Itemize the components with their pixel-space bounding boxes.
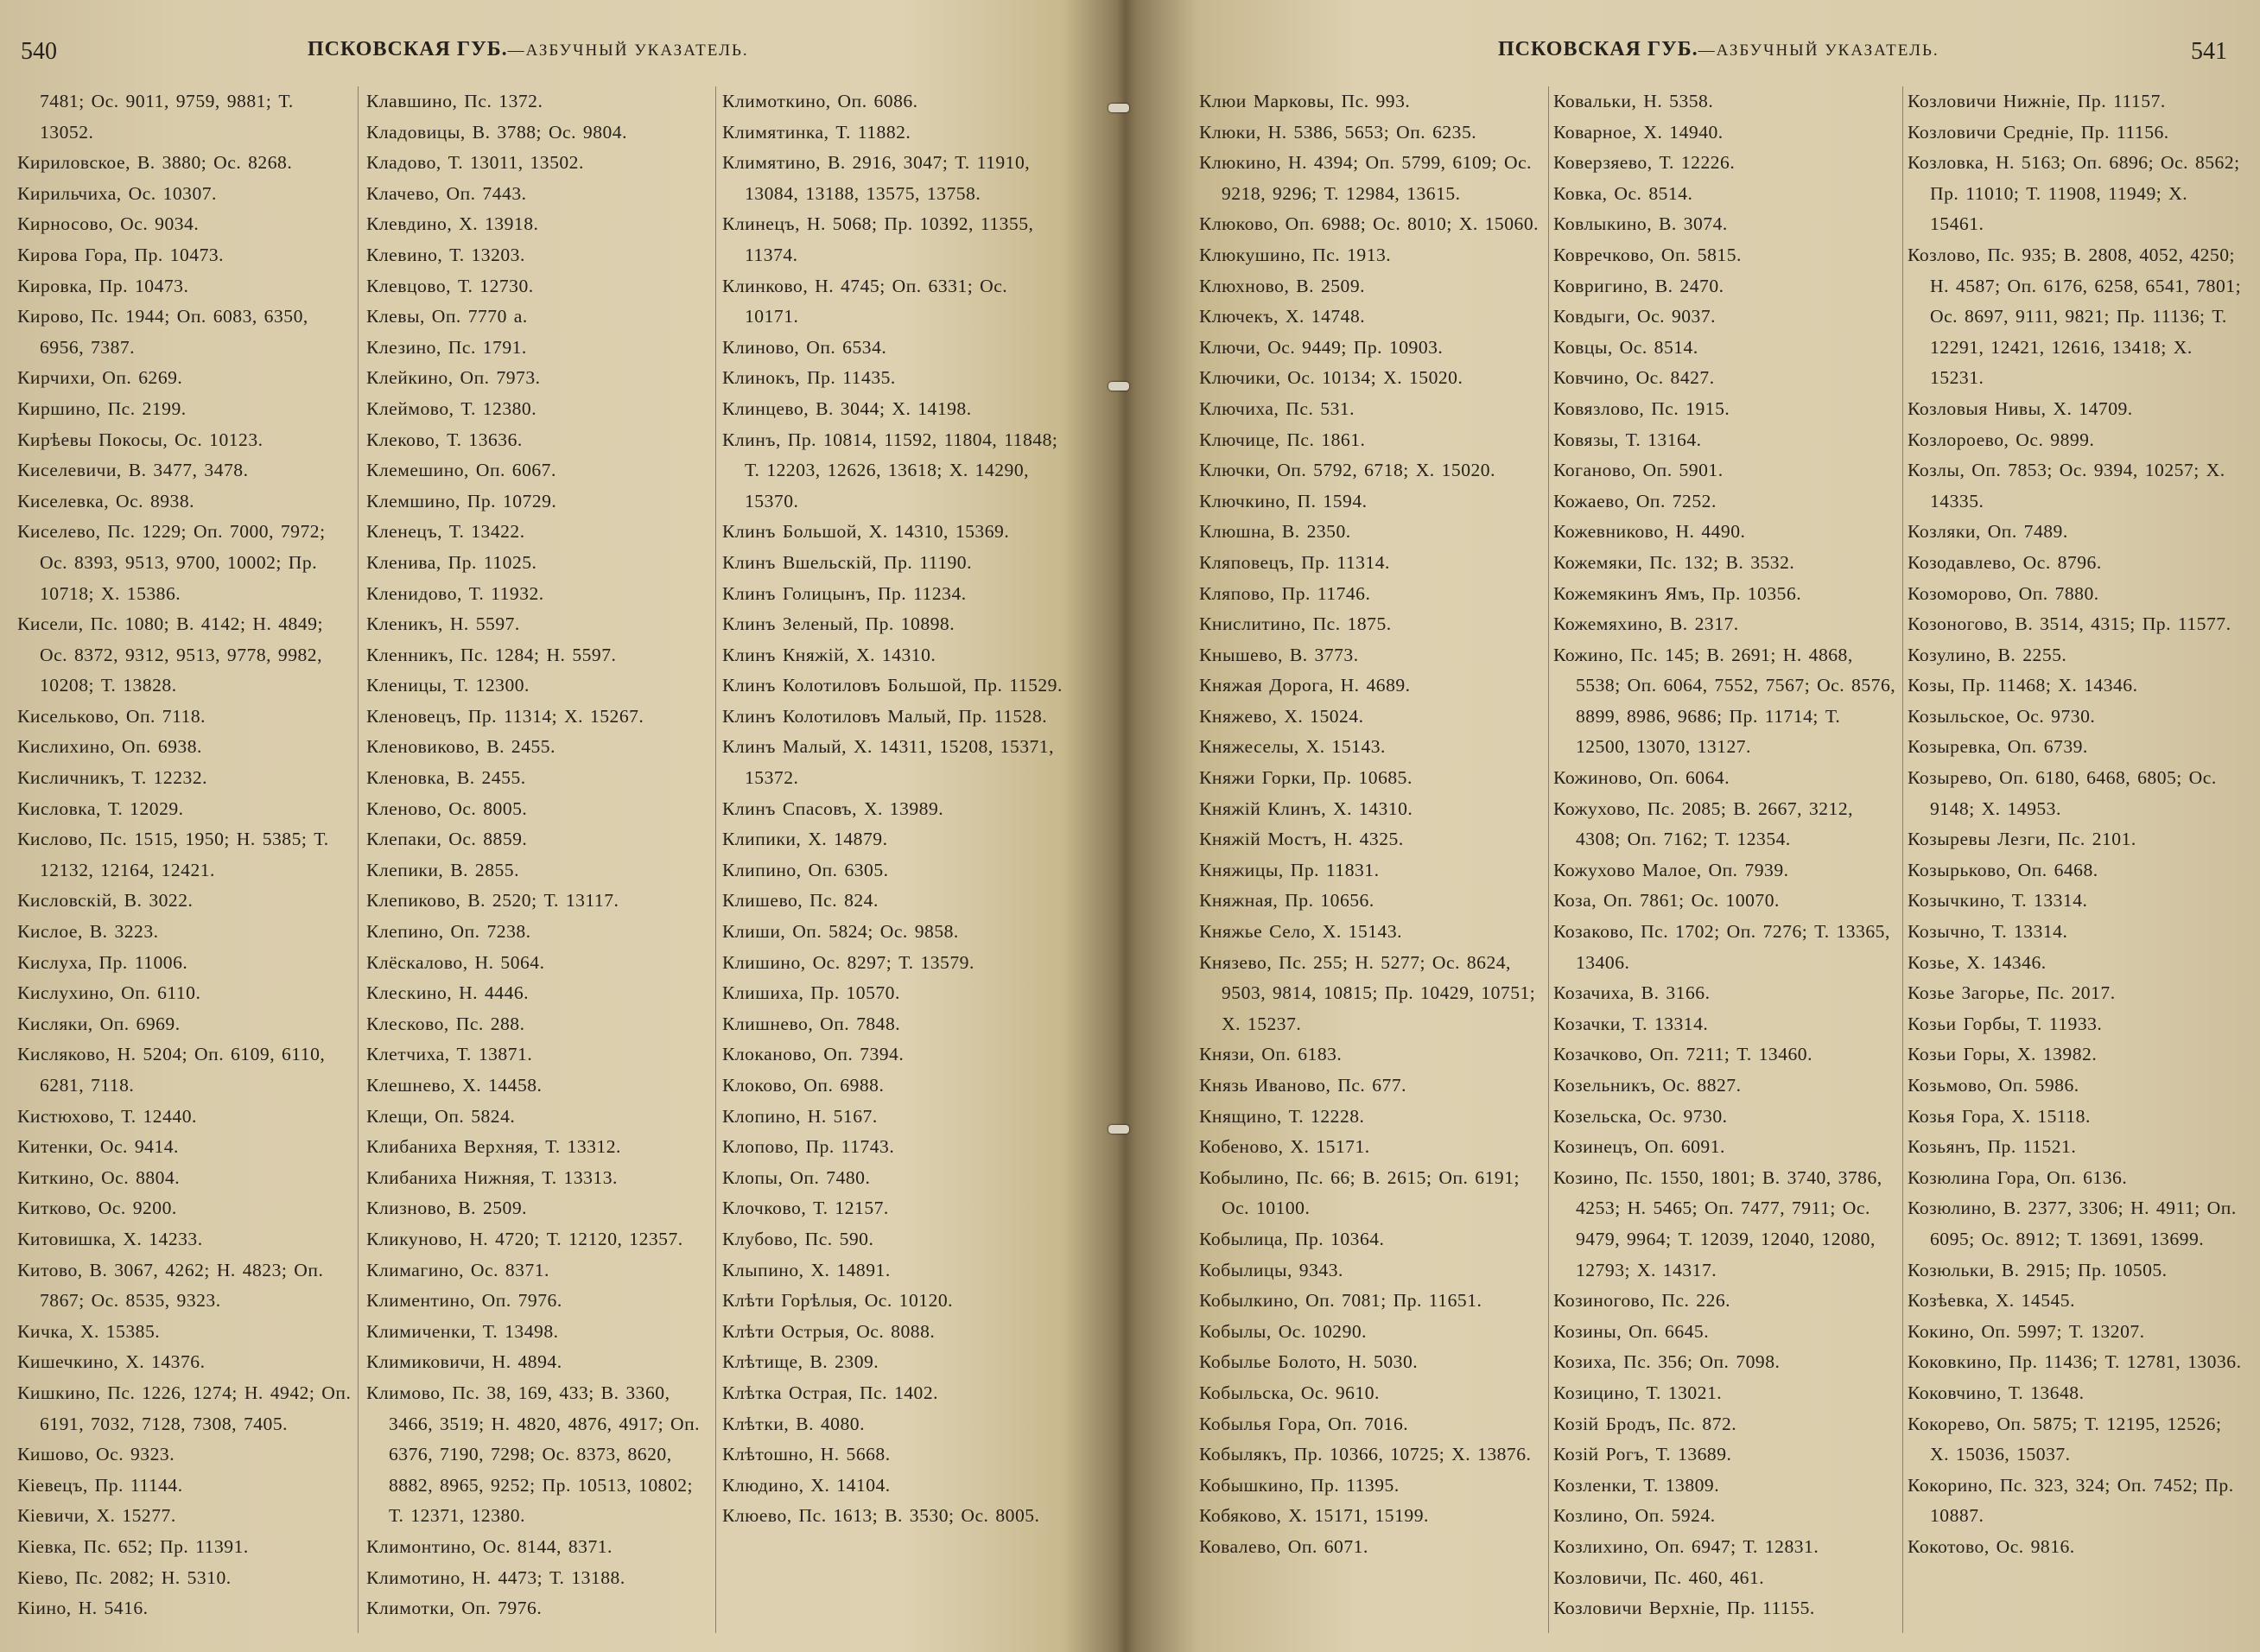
index-entry: Кіевка, Пс. 652; Пр. 11391. xyxy=(17,1535,249,1557)
index-entry: Кобылье Болото, Н. 5030. xyxy=(1199,1351,1419,1373)
index-entry: Княжи Горки, Пр. 10685. xyxy=(1199,767,1412,789)
index-entry: Кленецъ, Т. 13422. xyxy=(366,521,525,543)
index-entry: Козыльское, Ос. 9730. xyxy=(1908,705,2096,727)
index-entry: Козюльки, В. 2915; Пр. 10505. xyxy=(1908,1259,2168,1280)
index-entry: Книслитино, Пс. 1875. xyxy=(1199,613,1392,635)
index-entry: Козловка, Н. 5163; Оп. 6896; Ос. 8562; Пр. 11010; Т. 11908, 11949; Х. 15461. xyxy=(1908,152,2240,235)
index-entry: Климиковичи, Н. 4894. xyxy=(366,1351,562,1373)
index-entry: Козьи Горбы, Т. 11933. xyxy=(1908,1013,2103,1034)
index-entry: Козленки, Т. 13809. xyxy=(1553,1474,1720,1496)
index-entry: Киткино, Ос. 8804. xyxy=(17,1166,181,1188)
index-entry: Кокорево, Оп. 5875; Т. 12195, 12526; Х. 15036, 15037. xyxy=(1908,1413,2222,1465)
index-entry: Клѣтка Острая, Пс. 1402. xyxy=(722,1382,939,1403)
index-entry: Кировка, Пр. 10473. xyxy=(17,275,189,296)
index-entry: Клюкино, Н. 4394; Оп. 5799, 6109; Ос. 9218, 9296; Т. 12984, 13615. xyxy=(1199,152,1533,204)
index-entry: Княжій Клинъ, Х. 14310. xyxy=(1199,797,1413,819)
index-entry: Козьи Горы, Х. 13982. xyxy=(1908,1044,2098,1065)
index-entry: Клескино, Н. 4446. xyxy=(366,982,530,1004)
index-entry: Клеймово, Т. 12380. xyxy=(366,397,537,419)
index-entry: Кирносово, Ос. 9034. xyxy=(17,213,200,235)
index-entry: Козлы, Оп. 7853; Ос. 9394, 10257; Х. 14335. xyxy=(1908,460,2225,511)
index-entry: Клопино, Н. 5167. xyxy=(722,1105,878,1127)
header-subtitle: —АЗБУЧНЫЙ УКАЗАТЕЛЬ. xyxy=(507,41,749,60)
index-entry: Кожевниково, Н. 4490. xyxy=(1553,521,1746,543)
index-entry: Козій Бродъ, Пс. 872. xyxy=(1553,1413,1737,1434)
index-entry: Клинцево, В. 3044; Х. 14198. xyxy=(722,397,972,419)
index-entry: Козыревы Лезги, Пс. 2101. xyxy=(1908,829,2136,850)
index-entry: Кожемякинъ Ямъ, Пр. 10356. xyxy=(1553,582,1802,604)
index-entry: Климотки, Оп. 7976. xyxy=(366,1598,543,1619)
index-entry: Коверзяево, Т. 12226. xyxy=(1553,152,1736,174)
page-number: 540 xyxy=(21,38,57,65)
index-entry: Клѣтки, В. 4080. xyxy=(722,1413,865,1434)
index-entry: Коганово, Оп. 5901. xyxy=(1553,460,1724,481)
index-entry: Ковязы, Т. 13164. xyxy=(1553,429,1702,450)
index-entry: Козловыя Нивы, Х. 14709. xyxy=(1908,397,2133,419)
index-entry: Кисловка, Т. 12029. xyxy=(17,797,184,819)
index-entry: Клишино, Ос. 8297; Т. 13579. xyxy=(722,951,974,973)
index-entry: Кирово, Пс. 1944; Оп. 6083, 6350, 6956, 7387. xyxy=(17,306,308,358)
index-entry: Клинъ, Пр. 10814, 11592, 11804, 11848; Т. 12203, 12626, 13618; Х. 14290, 15370. xyxy=(722,429,1058,511)
index-entry: Китовишка, Х. 14233. xyxy=(17,1228,203,1249)
index-entry: Кистюхово, Т. 12440. xyxy=(17,1105,197,1127)
index-entry: Клепино, Оп. 7238. xyxy=(366,921,531,943)
index-entry: Ключи, Ос. 9449; Пр. 10903. xyxy=(1199,336,1444,358)
index-entry: Кленикъ, Н. 5597. xyxy=(366,613,520,635)
index-entry: Кленива, Пр. 11025. xyxy=(366,551,537,573)
index-entry: 7481; Ос. 9011, 9759, 9881; Т. 13052. xyxy=(40,91,294,143)
index-entry: Клевдино, Х. 13918. xyxy=(366,213,539,235)
index-entry: Козоногово, В. 3514, 4315; Пр. 11577. xyxy=(1908,613,2231,635)
index-entry: Кобыльска, Ос. 9610. xyxy=(1199,1382,1380,1403)
index-entry: Клемшино, Пр. 10729. xyxy=(366,490,557,511)
index-entry: Кожухово, Пс. 2085; В. 2667, 3212, 4308; Оп. 7162; Т. 12354. xyxy=(1553,797,1854,850)
index-entry: Ковригино, В. 2470. xyxy=(1553,275,1724,296)
index-entry: Климонтино, Ос. 8144, 8371. xyxy=(366,1535,613,1557)
index-entry: Князево, Пс. 255; Н. 5277; Ос. 8624, 9503, 9814, 10815; Пр. 10429, 10751; Х. 15237. xyxy=(1199,951,1536,1034)
index-entry: Козы, Пр. 11468; Х. 14346. xyxy=(1908,675,2138,696)
index-entry: Клиши, Оп. 5824; Ос. 9858. xyxy=(722,921,959,943)
index-entry: Козловичи, Пс. 460, 461. xyxy=(1553,1566,1765,1588)
running-header xyxy=(1498,38,1939,73)
index-entry: Кіино, Н. 5416. xyxy=(17,1598,149,1619)
index-entry: Клешнево, Х. 14458. xyxy=(366,1075,543,1096)
index-entry: Кленовецъ, Пр. 11314; Х. 15267. xyxy=(366,705,644,727)
index-entry: Княжево, Х. 15024. xyxy=(1199,705,1364,727)
column-rule xyxy=(1902,86,1903,1633)
index-entry: Клезино, Пс. 1791. xyxy=(366,336,527,358)
index-entry: Клевино, Т. 13203. xyxy=(366,244,525,265)
header-title: ПСКОВСКАЯ ГУБ. xyxy=(1498,38,1698,60)
index-entry: Клибаниха Нижняя, Т. 13313. xyxy=(366,1166,618,1188)
index-entry: Кожухово Малое, Оп. 7939. xyxy=(1553,859,1789,880)
running-header xyxy=(308,38,749,73)
index-entry: Китково, Ос. 9200. xyxy=(17,1198,177,1219)
index-entry: Козиногово, Пс. 226. xyxy=(1553,1290,1731,1312)
index-entry: Кобылякъ, Пр. 10366, 10725; Х. 13876. xyxy=(1199,1444,1532,1465)
index-entry: Кишечкино, Х. 14376. xyxy=(17,1351,206,1373)
index-entry: Климоткино, Оп. 6086. xyxy=(722,91,918,111)
index-entry: Кишово, Ос. 9323. xyxy=(17,1444,175,1465)
index-entry: Ключики, Ос. 10134; Х. 15020. xyxy=(1199,367,1463,389)
index-entry: Кобылица, Пр. 10364. xyxy=(1199,1228,1385,1249)
index-entry: Кисличникъ, Т. 12232. xyxy=(17,767,208,789)
index-entry: Климиченки, Т. 13498. xyxy=(366,1320,559,1342)
index-entry: Кислуха, Пр. 11006. xyxy=(17,951,188,973)
index-entry: Козычкино, Т. 13314. xyxy=(1908,890,2088,912)
index-entry: Клёскалово, Н. 5064. xyxy=(366,951,545,973)
index-entry: Кіевецъ, Пр. 11144. xyxy=(17,1474,183,1496)
index-entry: Ковчино, Ос. 8427. xyxy=(1553,367,1715,389)
index-entry: Клюи Марковы, Пс. 993. xyxy=(1199,91,1411,111)
index-entry: Клоково, Оп. 6988. xyxy=(722,1075,885,1096)
index-entry: Козье Загорье, Пс. 2017. xyxy=(1908,982,2116,1004)
index-entry: Кленовка, В. 2455. xyxy=(366,767,526,789)
index-entry: Кожиново, Оп. 6064. xyxy=(1553,767,1730,789)
index-entry: Коварное, Х. 14940. xyxy=(1553,121,1724,143)
index-entry: Клачево, Оп. 7443. xyxy=(366,182,527,204)
index-entry: Ковалево, Оп. 6071. xyxy=(1199,1535,1368,1557)
index-entry: Ключкино, П. 1594. xyxy=(1199,490,1368,511)
index-entry: Клейкино, Оп. 7973. xyxy=(366,367,541,389)
index-entry: Клинъ Малый, Х. 14311, 15208, 15371, 15372. xyxy=(722,736,1055,789)
index-entry: Клещи, Оп. 5824. xyxy=(366,1105,516,1127)
index-entry: Клипино, Оп. 6305. xyxy=(722,859,889,880)
index-entry: Кобяково, Х. 15171, 15199. xyxy=(1199,1505,1429,1527)
index-entry: Киселевка, Ос. 8938. xyxy=(17,490,195,511)
index-entry: Климово, Пс. 38, 169, 433; В. 3360, 3466, 3519; Н. 4820, 4876, 4917; Оп. 6376, 7190, 7298; Ос. 8373, 8620, 8882, 8965, 9252; Пр. 10513, 10802; Т. 12371, 12380. xyxy=(366,1382,701,1527)
index-entry: Козлово, Пс. 935; В. 2808, 4052, 4250; Н. 4587; Оп. 6176, 6258, 6541, 7801; Ос. 8697, 9111, 9821; Пр. 11136; Т. 12291, 12421, 12616, 13418; Х. 15231. xyxy=(1908,244,2242,389)
index-column xyxy=(1199,86,1543,1633)
index-entry: Клесково, Пс. 288. xyxy=(366,1013,525,1034)
index-column xyxy=(1908,86,2246,1633)
index-entry: Козицино, Т. 13021. xyxy=(1553,1382,1723,1403)
index-entry: Клевцово, Т. 12730. xyxy=(366,275,534,296)
index-entry: Козыревка, Оп. 6739. xyxy=(1908,736,2088,758)
index-entry: Клоканово, Оп. 7394. xyxy=(722,1044,905,1065)
index-entry: Клинъ Большой, Х. 14310, 15369. xyxy=(722,521,1010,543)
index-entry: Козье, Х. 14346. xyxy=(1908,951,2047,973)
index-entry: Козьмово, Оп. 5986. xyxy=(1908,1075,2079,1096)
index-entry: Ключице, Пс. 1861. xyxy=(1199,429,1366,450)
index-entry: Клепики, В. 2855. xyxy=(366,859,520,880)
index-column xyxy=(722,86,1068,1633)
index-entry: Кирова Гора, Пр. 10473. xyxy=(17,244,225,265)
index-entry: Ковязлово, Пс. 1915. xyxy=(1553,397,1730,419)
index-entry: Кислово, Пс. 1515, 1950; Н. 5385; Т. 12132, 12164, 12421. xyxy=(17,829,329,880)
index-entry: Кленово, Ос. 8005. xyxy=(366,797,528,819)
index-entry: Китово, В. 3067, 4262; Н. 4823; Оп. 7867; Ос. 8535, 9323. xyxy=(17,1259,324,1312)
index-entry: Козюлина Гора, Оп. 6136. xyxy=(1908,1166,2128,1188)
index-entry: Клинъ Колотиловъ Малый, Пр. 11528. xyxy=(722,705,1048,727)
index-entry: Козычно, Т. 13314. xyxy=(1908,921,2068,943)
index-entry: Козляки, Оп. 7489. xyxy=(1908,521,2068,543)
index-entry: Клетчиха, Т. 13871. xyxy=(366,1044,533,1065)
index-entry: Козловичи Средніе, Пр. 11156. xyxy=(1908,121,2169,143)
index-entry: Клинково, Н. 4745; Оп. 6331; Ос. 10171. xyxy=(722,275,1008,327)
index-entry: Клюково, Оп. 6988; Ос. 8010; Х. 15060. xyxy=(1199,213,1539,235)
index-entry: Клинъ Княжій, Х. 14310. xyxy=(722,644,936,665)
index-entry: Кириловское, В. 3880; Ос. 8268. xyxy=(17,152,293,174)
index-entry: Кленникъ, Пс. 1284; Н. 5597. xyxy=(366,644,617,665)
index-entry: Козьянъ, Пр. 11521. xyxy=(1908,1136,2077,1158)
index-entry: Кирильчиха, Ос. 10307. xyxy=(17,182,217,204)
index-entry: Клевы, Оп. 7770 а. xyxy=(366,306,528,327)
index-entry: Климентино, Оп. 7976. xyxy=(366,1290,562,1312)
index-entry: Кисельково, Оп. 7118. xyxy=(17,705,206,727)
index-entry: Кожемяки, Пс. 132; В. 3532. xyxy=(1553,551,1795,573)
index-entry: Кислое, В. 3223. xyxy=(17,921,159,943)
index-entry: Козины, Оп. 6645. xyxy=(1553,1320,1710,1342)
index-entry: Клепиково, В. 2520; Т. 13117. xyxy=(366,890,619,912)
index-entry: Козачково, Оп. 7211; Т. 13460. xyxy=(1553,1044,1813,1065)
index-entry: Китенки, Ос. 9414. xyxy=(17,1136,179,1158)
index-entry: Клопы, Оп. 7480. xyxy=(722,1166,871,1188)
index-entry: Кляпово, Пр. 11746. xyxy=(1199,582,1371,604)
index-entry: Козачки, Т. 13314. xyxy=(1553,1013,1709,1034)
index-entry: Кирѣевы Покосы, Ос. 10123. xyxy=(17,429,263,450)
index-entry: Клюки, Н. 5386, 5653; Оп. 6235. xyxy=(1199,121,1477,143)
column-rule xyxy=(1548,86,1549,1633)
index-entry: Козюлино, В. 2377, 3306; Н. 4911; Оп. 6095; Ос. 8912; Т. 13691, 13699. xyxy=(1908,1198,2237,1249)
index-entry: Клѣтошно, Н. 5668. xyxy=(722,1444,891,1465)
index-entry: Киселевичи, В. 3477, 3478. xyxy=(17,460,249,481)
index-entry: Кнышево, В. 3773. xyxy=(1199,644,1359,665)
index-entry: Кокорино, Пс. 323, 324; Оп. 7452; Пр. 10887. xyxy=(1908,1474,2234,1527)
index-entry: Клавшино, Пс. 1372. xyxy=(366,91,543,111)
index-entry: Козулино, В. 2255. xyxy=(1908,644,2067,665)
index-entry: Клюкушино, Пс. 1913. xyxy=(1199,244,1392,265)
index-entry: Кожемяхино, В. 2317. xyxy=(1553,613,1739,635)
index-entry: Клинокъ, Пр. 11435. xyxy=(722,367,896,389)
index-entry: Козловичи Верхніе, Пр. 11155. xyxy=(1553,1598,1815,1619)
index-entry: Кожино, Пс. 145; В. 2691; Н. 4868, 5538; Оп. 6064, 7552, 7567; Ос. 8576, 8899, 8986, 9686; Пр. 11714; Т. 12500, 13070, 13127. xyxy=(1553,644,1896,758)
index-entry: Кіевичи, Х. 15277. xyxy=(17,1505,176,1527)
index-entry: Княщино, Т. 12228. xyxy=(1199,1105,1365,1127)
index-entry: Клинецъ, Н. 5068; Пр. 10392, 11355, 11374. xyxy=(722,213,1034,265)
index-entry: Кисляково, Н. 5204; Оп. 6109, 6110, 6281, 7118. xyxy=(17,1044,326,1096)
index-entry: Козѣевка, Х. 14545. xyxy=(1908,1290,2075,1312)
index-entry: Козачиха, В. 3166. xyxy=(1553,982,1711,1004)
index-entry: Клинъ Вшельскій, Пр. 11190. xyxy=(722,551,972,573)
index-entry: Клѣти Острыя, Ос. 8088. xyxy=(722,1320,936,1342)
index-entry: Ключиха, Пс. 531. xyxy=(1199,397,1355,419)
index-entry: Княжая Дорога, Н. 4689. xyxy=(1199,675,1411,696)
header-subtitle: —АЗБУЧНЫЙ УКАЗАТЕЛЬ. xyxy=(1698,41,1939,60)
index-entry: Клинъ Зеленый, Пр. 10898. xyxy=(722,613,955,635)
right-page xyxy=(1137,0,2260,1652)
index-entry: Ковдыги, Ос. 9037. xyxy=(1553,306,1717,327)
index-entry: Козодавлево, Ос. 8796. xyxy=(1908,551,2102,573)
index-entry: Клюхново, В. 2509. xyxy=(1199,275,1366,296)
index-entry: Кобылицы, 9343. xyxy=(1199,1259,1343,1280)
index-entry: Ковцы, Ос. 8514. xyxy=(1553,336,1698,358)
index-entry: Козырево, Оп. 6180, 6468, 6805; Ос. 9148; Х. 14953. xyxy=(1908,767,2217,819)
index-entry: Княжье Село, Х. 15143. xyxy=(1199,921,1403,943)
index-column xyxy=(1553,86,1897,1633)
index-entry: Козья Гора, Х. 15118. xyxy=(1908,1105,2091,1127)
index-entry: Клюево, Пс. 1613; В. 3530; Ос. 8005. xyxy=(722,1505,1040,1527)
index-entry: Кликуново, Н. 4720; Т. 12120, 12357. xyxy=(366,1228,683,1249)
left-page xyxy=(0,0,1123,1652)
index-entry: Козиха, Пс. 356; Оп. 7098. xyxy=(1553,1351,1781,1373)
index-entry: Кожаево, Оп. 7252. xyxy=(1553,490,1717,511)
index-entry: Кленидово, Т. 11932. xyxy=(366,582,544,604)
index-entry: Кобылы, Ос. 10290. xyxy=(1199,1320,1368,1342)
index-entry: Кобышкино, Пр. 11395. xyxy=(1199,1474,1400,1496)
index-entry: Клибаниха Верхняя, Т. 13312. xyxy=(366,1136,621,1158)
index-entry: Клѣти Горѣлыя, Ос. 10120. xyxy=(722,1290,954,1312)
column-rule xyxy=(715,86,716,1633)
index-entry: Козельска, Ос. 9730. xyxy=(1553,1105,1728,1127)
index-entry: Кіево, Пс. 2082; Н. 5310. xyxy=(17,1566,232,1588)
index-entry: Клишиха, Пр. 10570. xyxy=(722,982,900,1004)
index-entry: Кислухино, Оп. 6110. xyxy=(17,982,201,1004)
index-entry: Клюдино, Х. 14104. xyxy=(722,1474,891,1496)
index-entry: Князи, Оп. 6183. xyxy=(1199,1044,1343,1065)
index-entry: Козій Рогъ, Т. 13689. xyxy=(1553,1444,1732,1465)
index-entry: Клочково, Т. 12157. xyxy=(722,1198,889,1219)
index-entry: Ключки, Оп. 5792, 6718; Х. 15020. xyxy=(1199,460,1495,481)
index-entry: Климотино, Н. 4473; Т. 13188. xyxy=(366,1566,625,1588)
index-entry: Клыпино, Х. 14891. xyxy=(722,1259,891,1280)
index-entry: Климагино, Ос. 8371. xyxy=(366,1259,549,1280)
index-entry: Клѣтище, В. 2309. xyxy=(722,1351,879,1373)
index-entry: Кляповецъ, Пр. 11314. xyxy=(1199,551,1390,573)
index-entry: Клишево, Пс. 824. xyxy=(722,890,879,912)
index-entry: Коковчино, Т. 13648. xyxy=(1908,1382,2085,1403)
index-entry: Ковречково, Оп. 5815. xyxy=(1553,244,1742,265)
index-entry: Кокотово, Ос. 9816. xyxy=(1908,1535,2075,1557)
index-entry: Козлороево, Ос. 9899. xyxy=(1908,429,2095,450)
index-entry: Кислихино, Оп. 6938. xyxy=(17,736,202,758)
index-entry: Княжеселы, Х. 15143. xyxy=(1199,736,1386,758)
index-entry: Кленовиково, В. 2455. xyxy=(366,736,555,758)
index-entry: Ковальки, Н. 5358. xyxy=(1553,91,1714,111)
index-entry: Кобылкино, Оп. 7081; Пр. 11651. xyxy=(1199,1290,1482,1312)
index-entry: Козаково, Пс. 1702; Оп. 7276; Т. 13365, 13406. xyxy=(1553,921,1890,973)
index-entry: Козловичи Нижніе, Пр. 11157. xyxy=(1908,91,2166,111)
index-entry: Клюшна, В. 2350. xyxy=(1199,521,1351,543)
column-rule xyxy=(358,86,359,1633)
index-entry: Клеково, Т. 13636. xyxy=(366,429,523,450)
index-entry: Клубово, Пс. 590. xyxy=(722,1228,874,1249)
index-column xyxy=(17,86,354,1633)
index-entry: Княжная, Пр. 10656. xyxy=(1199,890,1374,912)
index-entry: Коза, Оп. 7861; Ос. 10070. xyxy=(1553,890,1780,912)
index-entry: Коковкино, Пр. 11436; Т. 12781, 13036. xyxy=(1908,1351,2242,1373)
index-entry: Клемешино, Оп. 6067. xyxy=(366,460,556,481)
index-entry: Княжицы, Пр. 11831. xyxy=(1199,859,1380,880)
index-entry: Климятино, В. 2916, 3047; Т. 11910, 13084, 13188, 13575, 13758. xyxy=(722,152,1031,204)
index-entry: Клопово, Пр. 11743. xyxy=(722,1136,895,1158)
index-entry: Киселево, Пс. 1229; Оп. 7000, 7972; Ос. 8393, 9513, 9700, 10002; Пр. 10718; Х. 15386. xyxy=(17,521,326,604)
index-entry: Козоморово, Оп. 7880. xyxy=(1908,582,2099,604)
index-entry: Кисловскій, В. 3022. xyxy=(17,890,194,912)
index-entry: Кисляки, Оп. 6969. xyxy=(17,1013,181,1034)
header-title: ПСКОВСКАЯ ГУБ. xyxy=(308,38,508,60)
index-entry: Козлихино, Оп. 6947; Т. 12831. xyxy=(1553,1535,1819,1557)
index-entry: Клизново, В. 2509. xyxy=(366,1198,528,1219)
index-entry: Козельникъ, Ос. 8827. xyxy=(1553,1075,1742,1096)
index-entry: Клинъ Спасовъ, Х. 13989. xyxy=(722,797,944,819)
index-entry: Клинъ Колотиловъ Большой, Пр. 11529. xyxy=(722,675,1063,696)
index-entry: Козинецъ, Оп. 6091. xyxy=(1553,1136,1725,1158)
index-entry: Кокино, Оп. 5997; Т. 13207. xyxy=(1908,1320,2145,1342)
index-entry: Кобылино, Пс. 66; В. 2615; Оп. 6191; Ос. 10100. xyxy=(1199,1166,1520,1219)
index-entry: Козлино, Оп. 5924. xyxy=(1553,1505,1716,1527)
index-entry: Кленицы, Т. 12300. xyxy=(366,675,530,696)
index-entry: Козырьково, Оп. 6468. xyxy=(1908,859,2098,880)
index-entry: Клипики, Х. 14879. xyxy=(722,829,888,850)
index-entry: Ключекъ, Х. 14748. xyxy=(1199,306,1366,327)
index-entry: Козино, Пс. 1550, 1801; В. 3740, 3786, 4253; Н. 5465; Оп. 7477, 7911; Ос. 9479, 9964; Т. 12039, 12040, 12080, 12793; Х. 14317. xyxy=(1553,1166,1882,1280)
index-entry: Ковлыкино, В. 3074. xyxy=(1553,213,1728,235)
index-entry: Кобеново, Х. 15171. xyxy=(1199,1136,1370,1158)
index-entry: Кирчихи, Оп. 6269. xyxy=(17,367,183,389)
index-entry: Клинъ Голицынъ, Пр. 11234. xyxy=(722,582,967,604)
index-entry: Кичка, Х. 15385. xyxy=(17,1320,161,1342)
index-entry: Кобылья Гора, Оп. 7016. xyxy=(1199,1413,1409,1434)
index-entry: Киршино, Пс. 2199. xyxy=(17,397,187,419)
index-entry: Кладово, Т. 13011, 13502. xyxy=(366,152,584,174)
index-column xyxy=(366,86,712,1633)
index-entry: Клиново, Оп. 6534. xyxy=(722,336,887,358)
index-entry: Княжій Мостъ, Н. 4325. xyxy=(1199,829,1404,850)
index-entry: Клепаки, Ос. 8859. xyxy=(366,829,528,850)
index-entry: Кишкино, Пс. 1226, 1274; Н. 4942; Оп. 6191, 7032, 7128, 7308, 7405. xyxy=(17,1382,352,1434)
index-entry: Климятинка, Т. 11882. xyxy=(722,121,911,143)
index-entry: Клишнево, Оп. 7848. xyxy=(722,1013,901,1034)
index-entry: Кладовицы, В. 3788; Ос. 9804. xyxy=(366,121,628,143)
index-entry: Князь Иваново, Пс. 677. xyxy=(1199,1075,1407,1096)
index-entry: Ковка, Ос. 8514. xyxy=(1553,182,1693,204)
page-number: 541 xyxy=(2191,38,2227,65)
index-entry: Кисели, Пс. 1080; В. 4142; Н. 4849; Ос. 8372, 9312, 9513, 9778, 9982, 10208; Т. 13828. xyxy=(17,613,323,696)
